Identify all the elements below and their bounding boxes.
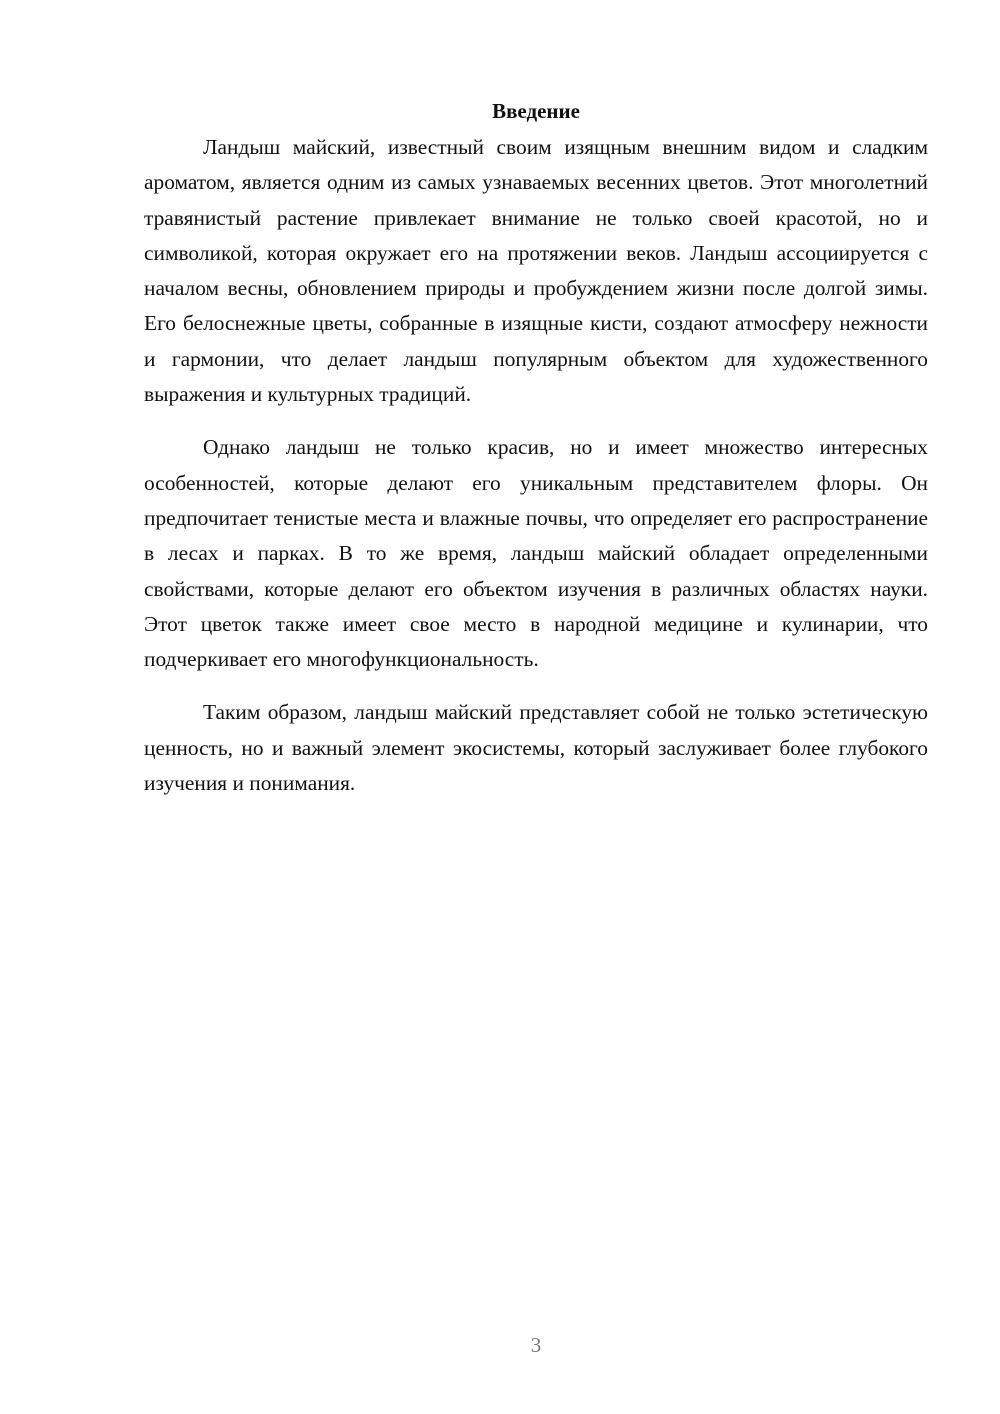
- page-number: 3: [530, 1333, 542, 1357]
- paragraph-2: Однако ландыш не только красив, но и имеет множество интересных особенностей, которые делают его уникальным представителем флоры. Он предпочитает тенистые места и влажные почвы, что определяет его распространение в лесах и парках. В то же время, ландыш майский обладает определенными свойствами, которые делают его объектом изучения в различных областях науки. Этот цветок также имеет свое место в народной медицине и кулинарии, что подчеркивает его многофункциональность.: [144, 435, 928, 672]
- section-heading: Введение: [492, 99, 580, 123]
- page-content: [144, 92, 928, 801]
- paragraph-1: Ландыш майский, известный своим изящным внешним видом и сладким ароматом, является одним из самых узнаваемых весенних цветов. Этот многолетний травянистый растение привлекает внимание не только своей красотой, но и символикой, которая окружает его на протяжении веков. Ландыш ассоциируется с началом весны, обновлением природы и пробуждением жизни после долгой зимы. Его белоснежные цветы, собранные в изящные кисти, создают атмосферу нежности и гармонии, что делает ландыш популярным объектом для художественного выражения и культурных традиций.: [144, 135, 928, 407]
- paragraph-3: Таким образом, ландыш майский представляет собой не только эстетическую ценность, но и важный элемент экосистемы, который заслуживает более глубокого изучения и понимания.: [144, 700, 928, 796]
